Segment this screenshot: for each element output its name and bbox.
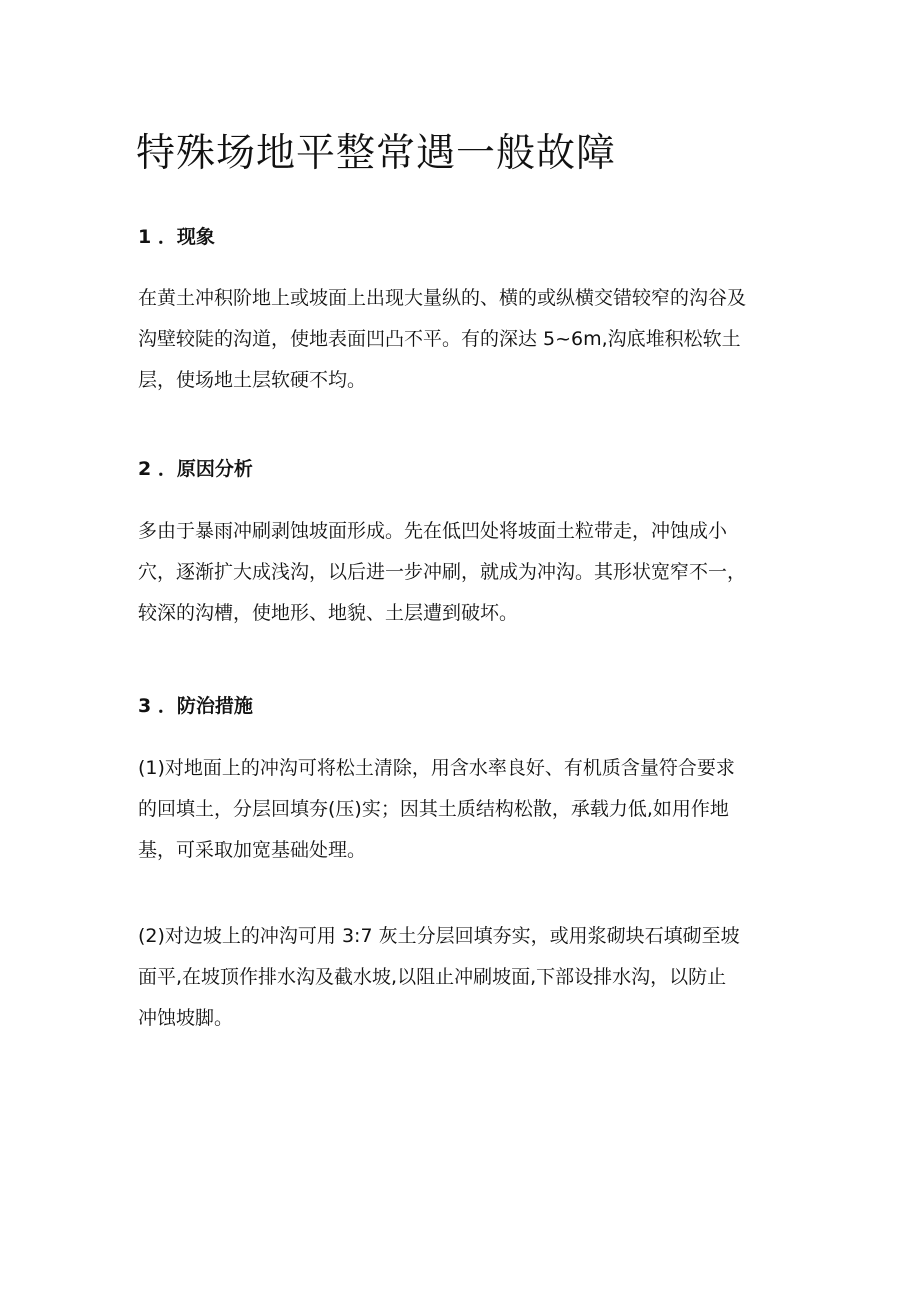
text-line: 沟壁较陡的沟道，使地表面凹凸不平。有的深达 5~6m,沟底堆积松软土 (138, 328, 741, 350)
section-heading-cause-analysis: 2 ．原因分析 (138, 458, 253, 480)
paragraph-measure-1 (138, 748, 798, 871)
text-line: 穴，逐渐扩大成浅沟，以后进一步冲刷，就成为冲沟。其形状宽窄不一， (138, 561, 747, 583)
text-line: 层，使场地土层软硬不均。 (138, 369, 367, 391)
text-line: 较深的沟槽，使地形、地貌、土层遭到破坏。 (138, 602, 519, 624)
paragraph-measure-2 (138, 916, 798, 1039)
text-line: 多由于暴雨冲刷剥蚀坡面形成。先在低凹处将坡面土粒带走，冲蚀成小 (138, 520, 728, 542)
text-line: 基，可采取加宽基础处理。 (138, 839, 367, 861)
text-line: 的回填土，分层回填夯(压)实；因其土质结构松散，承载力低,如用作地 (138, 798, 729, 820)
page-title: 特殊场地平整常遇一般故障 (136, 131, 617, 176)
text-line: 面平,在坡顶作排水沟及截水坡,以阻止冲刷坡面,下部设排水沟，以防止 (138, 966, 727, 988)
section-heading-prevention-measures: 3 ．防治措施 (138, 695, 253, 717)
text-line: (1)对地面上的冲沟可将松土清除，用含水率良好、有机质含量符合要求 (138, 757, 735, 779)
paragraph-phenomenon (138, 278, 798, 401)
section-heading-phenomenon: 1 ．现象 (138, 226, 215, 248)
text-line: 在黄土冲积阶地上或坡面上出现大量纵的、横的或纵横交错较窄的沟谷及 (138, 287, 747, 309)
text-line: (2)对边坡上的冲沟可用 3:7 灰土分层回填夯实，或用浆砌块石填砌至坡 (138, 925, 740, 947)
paragraph-cause-analysis (138, 511, 798, 634)
text-line: 冲蚀坡脚。 (138, 1007, 234, 1029)
